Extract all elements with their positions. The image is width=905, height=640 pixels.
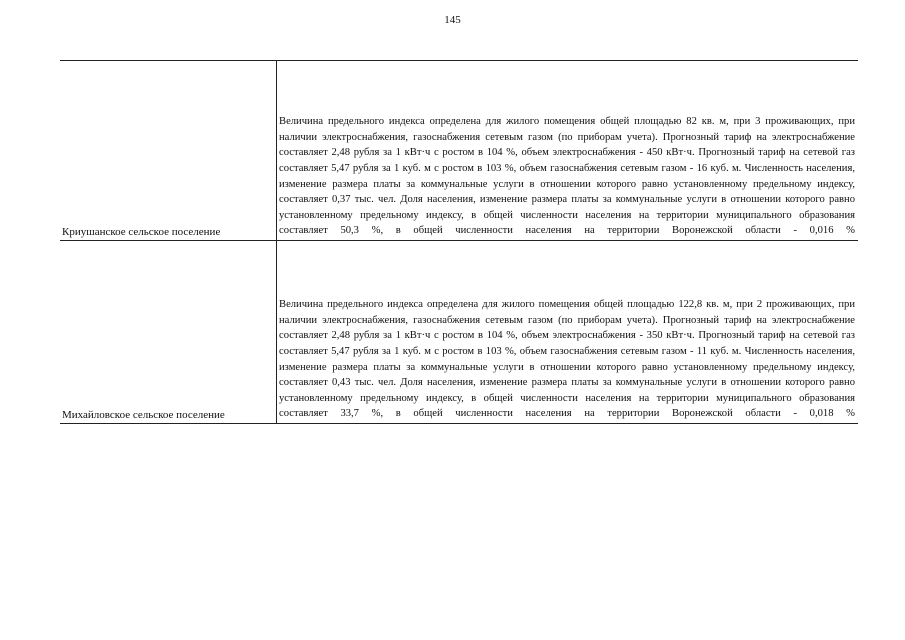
table-row <box>60 240 858 424</box>
municipality-name: Михайловское сельское поселение <box>62 409 225 421</box>
page-number: 145 <box>444 14 461 26</box>
column-divider <box>276 241 277 423</box>
tariff-index-table <box>60 60 858 424</box>
table-row <box>60 60 858 240</box>
index-description: Величина предельного индекса определена для жилого помещения общей площадью 82 кв. м, при 3 проживающих, при наличии электроснабжения, газоснабжения сетевым газом (по приборам учета). Прогнозный тариф на электроснабжение составляет 2,48 рубля за 1 кВт·ч с ростом в 104 %, объем электроснабжения - 450 кВт·ч. Прогнозный тариф на сетевой газ составляет 5,47 рубля за 1 куб. м с ростом в 103 %, объем газоснабжения сетевым газом - 16 куб. м. Численность населения, изменение размера платы за коммунальные услуги в отношении которого равно установленному предельному индексу, составляет 0,37 тыс. чел. Доля населения, изменение размера платы за коммунальные услуги в отношении которого равно установленному предельному индексу, в общей численности населения на территории муниципального образования составляет 50,3 %, в общей численности населения на территории Воронежской области - 0,016 % <box>279 116 855 237</box>
index-description: Величина предельного индекса определена для жилого помещения общей площадью 122,8 кв. м, при 2 проживающих, при наличии электроснабжения, газоснабжения сетевым газом (по приборам учета). Прогнозный тариф на электроснабжение составляет 2,48 рубля за 1 кВт·ч с ростом в 104 %, объем электроснабжения - 350 кВт·ч. Прогнозный тариф на сетевой газ составляет 5,47 рубля за 1 куб. м с ростом в 103 %, объем газоснабжения сетевым газом - 11 куб. м. Численность населения, изменение размера платы за коммунальные услуги в отношении которого равно установленному предельному индексу, составляет 0,43 тыс. чел. Доля населения, изменение размера платы за коммунальные услуги в отношении которого равно установленному предельному индексу, в общей численности населения на территории муниципального образования составляет 33,7 %, в общей численности населения на территории Воронежской области - 0,018 % <box>279 299 855 420</box>
column-divider <box>276 61 277 240</box>
municipality-name: Криушанское сельское поселение <box>62 226 221 238</box>
